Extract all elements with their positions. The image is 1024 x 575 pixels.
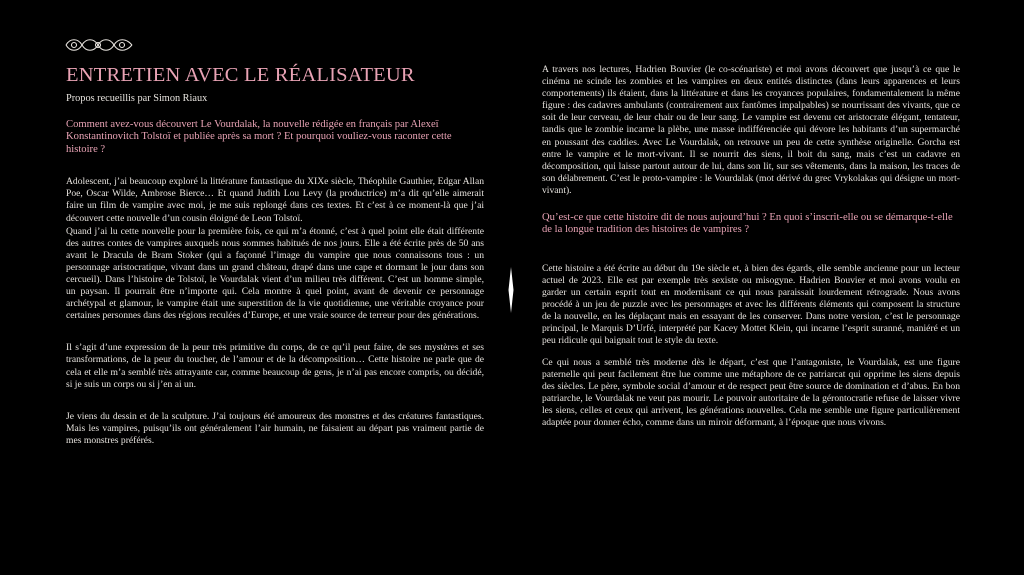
ornament-icon xyxy=(64,36,134,54)
answer-paragraph: Ce qui nous a semblé très moderne dès le départ, c’est que l’antagoniste, le Vourdalak, est une figure paternelle qui peut facilement être lue comme une métaphore de ce patriarcat qui opprime les siens depuis des siècles. Le père, symbole social d’amour et de respect peut être source de domination et d’abus. En bon patriarche, le Vourdalak ne veut pas mourir. Le pouvoir autoritaire de la gérontocratie refuse de laisser vivre les siens, celles et ceux qui arrivent, les générations nouvelles. Cela me semble une figure particulièrement adaptée pour donner écho, comme dans un miroir déformant, à l’époque que nous vivons. xyxy=(542,356,960,428)
question-2: Qu’est-ce que cette histoire dit de nous aujourd’hui ? En quoi s’inscrit-elle ou se démarque-t-elle de la longue tradition des histoires de vampires ? xyxy=(542,212,953,236)
answer-paragraph: A travers nos lectures, Hadrien Bouvier (le co-scénariste) et moi avons découvert que jusqu’à ce que le cinéma ne scinde les zombies et les vampires en deux entités distinctes (dans leurs apparences et leurs comportements) ils étaient, dans la littérature et dans les croyances populaires, fondamentalement la même figure : des cadavres ambulants (contrairement aux fantômes impalpables) se nourrissant des vivants, que ce soit de leur cerveau, de leur chair ou de leur sang. Le vampire est devenu cet aristocrate élégant, tentateur, tandis que le zombie incarne la plèbe, une masse indifférenciée qui dévore les habitants d’un supermarché en poussant des caddies. Avec Le Vourdalak, on retrouve un peu de cette synthèse originelle. Gorcha est entre le vampire et le mort-vivant. Il se nourrit des siens, il boit du sang, mais c’est un cadavre en décomposition, qui laisse partout autour de lui, dans son lit, sur ses vêtements, dans la maison, les traces de son délabrement. C’est le proto-vampire : le Vourdalak (mot dérivé du grec Vrykolakas qui désigne un mort-vivant). xyxy=(542,64,960,196)
answer-paragraph: Adolescent, j’ai beaucoup exploré la littérature fantastique du XIXe siècle, Théophile Gauthier, Edgar Allan Poe, Oscar Wilde, Ambrose Bierce… Et quand Judith Lou Levy (la productrice) m’a dit qu’elle aimerait faire un film de vampire avec moi, je me suis replongé dans ces textes. Et c’est à ce moment-là que j’ai découvert cette nouvelle d’un cousin éloigné de Leon Tolstoï. xyxy=(66,176,484,224)
byline: Propos recueillis par Simon Riaux xyxy=(66,93,208,104)
answer-paragraph: Cette histoire a été écrite au début du 19e siècle et, à bien des égards, elle semble ancienne pour un lecteur actuel de 2023. Elle est par exemple très sexiste ou misogyne. Hadrien Bouvier et moi avons voulu en garder un certain esprit tout en modernisant ce qui nous paraissait lourdement rétrograde. Nous avons procédé à un jeu de puzzle avec les personnages et avec les différents éléments qui composent la structure de la nouvelle, en les déplaçant mais en essayant de les conserver. Dans notre version, c’est le personnage principal, le Marquis D’Urfé, interprété par Kacey Mottet Klein, qui incarne l’esprit suranné, maniéré et un peu ridicule qui baignait tout le style du texte. xyxy=(542,262,960,347)
right-column xyxy=(542,64,960,429)
left-column xyxy=(66,62,484,447)
answer-paragraph: Il s’agit d’une expression de la peur très primitive du corps, de ce qu’il peut faire, de ses mystères et ses transformations, de la peur du toucher, de l’amour et de la décomposition… Cette histoire ne parle que de cela et elle m’a semblé très attrayante car, comme beaucoup de gens, je n’ai pas encore compris, ou décidé, si je suis un corps ou si j’en ai un. xyxy=(66,342,484,390)
answer-paragraph: Quand j’ai lu cette nouvelle pour la première fois, ce qui m’a étonné, c’est à quel point elle était différente des autres contes de vampires auxquels nous sommes habitués de nos jours. Elle a été écrite près de 50 ans avant le Dracula de Bram Stoker (qui a façonné l’image du vampire que nous connaissons tous : un personnage aristocratique, vivant dans un grand château, drapé dans une cape et dormant le jour dans son cercueil). Dans l’histoire de Tolstoï, le Vourdalak vient d’un milieu très différent. C’est un homme simple, un paysan. Il pourrait être n’importe qui. Cela montre à quel point, avant de devenir ce personnage archétypal et glamour, le vampire était une superstition de la vie quotidienne, une véritable croyance pour certaines personnes dans des régions reculées d’Europe, et une vraie source de terreur pour des générations. xyxy=(66,225,484,322)
answer-paragraph: Je viens du dessin et de la sculpture. J’ai toujours été amoureux des monstres et des créatures fantastiques. Mais les vampires, puisqu’ils ont généralement l’air humain, ne faisaient au départ pas vraiment partie de mes monstres préférés. xyxy=(66,410,484,446)
divider-icon xyxy=(505,62,517,522)
question-1: Comment avez-vous découvert Le Vourdalak, la nouvelle rédigée en français par Alexeï Konstantinovitch Tolstoï et publiée après sa mort ? Et pourquoi vouliez-vous raconter cette histoire ? xyxy=(66,119,452,155)
page-title: ENTRETIEN AVEC LE RÉALISATEUR xyxy=(66,64,415,86)
